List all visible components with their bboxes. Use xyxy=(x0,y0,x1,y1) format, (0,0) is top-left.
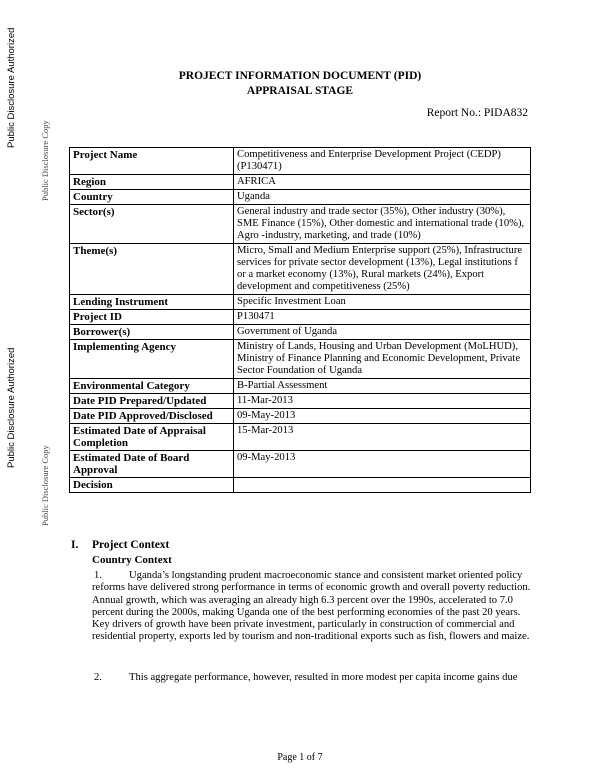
table-row xyxy=(70,424,531,451)
project-info-table xyxy=(69,147,531,493)
paragraph-text: This aggregate performance, however, resulted in more modest per capita income gains due xyxy=(129,672,518,683)
field-value: B-Partial Assessment xyxy=(234,379,531,394)
field-value: P130471 xyxy=(234,310,531,325)
field-label: Country xyxy=(70,190,234,205)
paragraph-number: 2. xyxy=(94,672,102,683)
field-label: Project Name xyxy=(70,148,234,175)
table-row xyxy=(70,244,531,295)
field-label: Date PID Prepared/Updated xyxy=(70,394,234,409)
table-row xyxy=(70,379,531,394)
field-label: Environmental Category xyxy=(70,379,234,394)
table-row xyxy=(70,451,531,478)
field-value: Ministry of Lands, Housing and Urban Development (MoLHUD), Ministry of Finance Planning and Economic Development, Private Sector Foundation of Uganda xyxy=(234,340,531,379)
table-row xyxy=(70,394,531,409)
document-title: PROJECT INFORMATION DOCUMENT (PID) xyxy=(178,70,422,82)
document-subtitle: APPRAISAL STAGE xyxy=(246,85,354,97)
section-heading xyxy=(71,539,169,551)
table-row xyxy=(70,478,531,493)
section-title: Project Context xyxy=(92,539,170,551)
field-label: Theme(s) xyxy=(70,244,234,295)
field-value: 11-Mar-2013 xyxy=(234,394,531,409)
disclosure-authorized-stamp-top: Public Disclosure Authorized xyxy=(6,27,17,148)
field-label: Implementing Agency xyxy=(70,340,234,379)
field-label: Project ID xyxy=(70,310,234,325)
field-label: Lending Instrument xyxy=(70,295,234,310)
table-row xyxy=(70,409,531,424)
field-value: 09-May-2013 xyxy=(234,409,531,424)
field-value: 09-May-2013 xyxy=(234,451,531,478)
paragraph-1 xyxy=(92,570,532,644)
table-row xyxy=(70,295,531,310)
field-value xyxy=(234,478,531,493)
table-row xyxy=(70,205,531,244)
table-row xyxy=(70,340,531,379)
field-value: 15-Mar-2013 xyxy=(234,424,531,451)
field-label: Decision xyxy=(70,478,234,493)
field-label: Estimated Date of Board Approval xyxy=(70,451,234,478)
subsection-heading: Country Context xyxy=(92,554,172,566)
field-label: Region xyxy=(70,175,234,190)
field-label: Date PID Approved/Disclosed xyxy=(70,409,234,424)
table-row xyxy=(70,148,531,175)
field-label: Sector(s) xyxy=(70,205,234,244)
paragraph-2 xyxy=(92,672,532,684)
field-value: Micro, Small and Medium Enterprise support (25%), Infrastructure services for private sector development (13%), Legal institutions f or a market economy (13%), Rural markets (24%), Export development and competitiveness (25%) xyxy=(234,244,531,295)
paragraph-text: Uganda’s longstanding prudent macroeconomic stance and consistent market oriented policy reforms have delivered strong performance in terms of economic growth and overall poverty reduction. Annual growth, which was averaging an already high 6.3 percent over the 1990s, accelerated to 7.0 percent during the 2000s, making Uganda one of the best performing economies of the past 20 years. Key drivers of growth have been private investment, particularly in construction of commercial and residential property, exports led by tourism and non-traditional exports such as fish, flowers and maize. xyxy=(92,570,531,643)
field-value: General industry and trade sector (35%), Other industry (30%), SME Finance (15%), Other domestic and international trade (10%), Agro -industry, marketing, and trade (10%) xyxy=(234,205,531,244)
field-label: Estimated Date of Appraisal Completion xyxy=(70,424,234,451)
disclosure-copy-stamp-bottom: Public Disclosure Copy xyxy=(40,445,50,526)
table-row xyxy=(70,325,531,340)
disclosure-copy-stamp-top: Public Disclosure Copy xyxy=(40,120,50,201)
field-value: Uganda xyxy=(234,190,531,205)
paragraph-number: 1. xyxy=(94,570,102,581)
field-value: Specific Investment Loan xyxy=(234,295,531,310)
report-number: Report No.: PIDA832 xyxy=(426,107,528,119)
section-number: I. xyxy=(71,539,79,551)
table-row xyxy=(70,310,531,325)
table-row xyxy=(70,190,531,205)
field-value: AFRICA xyxy=(234,175,531,190)
table-row xyxy=(70,175,531,190)
field-value: Competitiveness and Enterprise Development Project (CEDP) (P130471) xyxy=(234,148,531,175)
field-label: Borrower(s) xyxy=(70,325,234,340)
field-value: Government of Uganda xyxy=(234,325,531,340)
disclosure-authorized-stamp-bottom: Public Disclosure Authorized xyxy=(6,347,17,468)
page-number: Page 1 of 7 xyxy=(277,752,323,763)
